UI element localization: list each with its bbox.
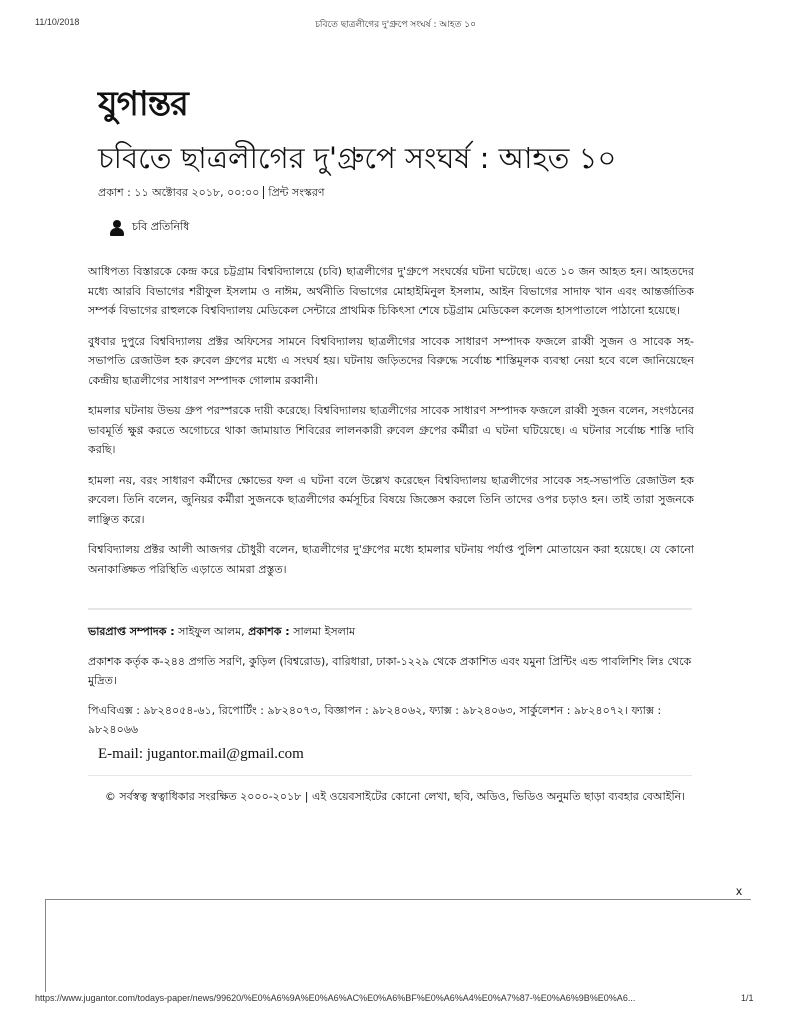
- address: প্রকাশক কর্তৃক ক-২৪৪ প্রগতি সরণি, কুড়িল (বিশ্বরোড), বারিধারা, ঢাকা-১২২৯ থেকে প্রকাশিত এবং যমুনা প্রিন্টিং এন্ড পাবলিশিং লিঃ থেকে মুদ্রিত।: [88, 654, 692, 687]
- article-paragraph: বিশ্ববিদ্যালয় প্রক্টর আলী আজগর চৌধুরী বলেন, ছাত্রলীগের দু'গ্রুপের মধ্যে হামলার ঘটনায় পর্যাপ্ত পুলিশ মোতায়েন করা হয়েছে। যে কোনো অনাকাঙ্ক্ষিত পরিস্থিতি এড়াতে আমরা প্রস্তুত।: [88, 543, 694, 576]
- article-paragraph: হামলা নয়, বরং সাধারণ কর্মীদের ক্ষোভের ফল এ ঘটনা বলে উল্লেখ করেছেন বিশ্ববিদ্যালয় ছাত্রলীগের সাবেক সহ-সভাপতি রেজাউল হক রুবেল। তিনি বলেন, জুনিয়র কর্মীরা সুজনকে ছাত্রলীগের কর্মসূচির বিষয়ে জিজ্ঞেস করলে তিনি তাদের ওপর চড়াও হন। তাই তারা সুজনকে লাঞ্ছিত করে।: [88, 473, 694, 526]
- article-paragraph: হামলার ঘটনায় উভয় গ্রুপ পরস্পরকে দায়ী করেছে। বিশ্ববিদ্যালয় ছাত্রলীগের সাবেক সাধারণ সম্পাদক ফজলে রাব্বী সুজন বলেন, সংগঠনের ভাবমূর্তি ক্ষুণ্ণ করতে অগোচরে থাকা জামায়াত শিবিরের লালনকারী রুবেল গ্রুপের কর্মীরা এ ঘটনা ঘটিয়েছে। এ ঘটনার সর্বোচ্চ শাস্তি দাবি করছি।: [88, 404, 694, 456]
- article-paragraph: আধিপত্য বিস্তারকে কেন্দ্র করে চট্টগ্রাম বিশ্ববিদ্যালয়ে (চবি) ছাত্রলীগের দু'গ্রুপে সংঘর্ষের ঘটনা ঘটেছে। এতে ১০ জন আহত হন। আহতদের মধ্যে আরবি বিভাগের শরীফুল ইসলাম ও নাঈম, অর্থনীতি বিভাগের মোহাইমিনুল ইসলাম, আইন বিভাগের সাদাফ খান এবং আন্তর্জাতিক সম্পর্ক বিভাগের রাহুলকে বিশ্ববিদ্যালয় মেডিকেল সেন্টারে প্রাথমিক চিকিৎসা শেষে চট্টগ্রাম মেডিকেল কলেজ হাসপাতালে পাঠানো হয়েছে।: [88, 265, 694, 317]
- author-name: চবি প্রতিনিধি: [132, 220, 190, 233]
- print-date: 11/10/2018: [35, 17, 80, 27]
- jugantor-logo[interactable]: যুগান্তর: [98, 84, 188, 124]
- article-body: [88, 262, 694, 590]
- divider: [88, 775, 692, 776]
- publisher-label: প্রকাশক :: [248, 625, 290, 638]
- copyright-notice: © সর্বস্বত্ব স্বত্বাধিকার সংরক্ষিত ২০০০-২০১৮ | এই ওয়েবসাইটের কোনো লেখা, ছবি, অডিও, ভিডিও অনুমতি ছাড়া ব্যবহার বেআইনি।: [104, 790, 686, 803]
- author-byline: [110, 218, 189, 237]
- publisher-name: সালমা ইসলাম: [293, 625, 356, 638]
- phone-numbers: পিএবিএক্স : ৯৮২৪০৫৪-৬১, রিপোর্টিং : ৯৮২৪০৭৩, বিজ্ঞাপন : ৯৮২৪০৬২, ফ্যাক্স : ৯৮২৪০৬৩, সার্কুলেশন : ৯৮২৪০৭২। ফ্যাক্স : ৯৮২৪০৬৬: [88, 703, 662, 736]
- article-meta: [98, 184, 325, 203]
- print-url: https://www.jugantor.com/todays-paper/news/99620/%E0%A6%9A%E0%A6%AC%E0%A6%BF%E0%A6%A4%E0%A7%87-%E0%A6%9B%E0%A6...: [35, 993, 636, 1003]
- close-ad-button[interactable]: x: [736, 884, 742, 898]
- meta-divider: [263, 186, 264, 199]
- editor-label: ভারপ্রাপ্ত সম্পাদক :: [88, 625, 175, 638]
- editor-line: [88, 622, 694, 642]
- editor-name: সাইফুল আলম,: [178, 625, 245, 638]
- page-number: 1/1: [741, 993, 754, 1003]
- edition-label: প্রিন্ট সংস্করণ: [268, 186, 325, 199]
- print-page-title: চবিতে ছাত্রলীগের দু'গ্রুপে সংঘর্ষ : আহত ১০: [315, 20, 476, 30]
- ad-frame: [45, 899, 751, 992]
- divider: [88, 608, 692, 610]
- article-paragraph: বুধবার দুপুরে বিশ্ববিদ্যালয় প্রক্টর অফিসের সামনে বিশ্ববিদ্যালয় ছাত্রলীগের সাবেক সাধারণ সম্পাদক ফজলে রাব্বী সুজন ও সাবেক সহ-সভাপতি রেজাউল হক রুবেল গ্রুপের মধ্যে এ সংঘর্ষ হয়। ঘটনায় জড়িতদের বিরুদ্ধে সর্বোচ্চ শাস্তিমূলক ব্যবস্থা নেয়া হবে বলে জানিয়েছেন কেন্দ্রীয় ছাত্রলীগের সাধারণ সম্পাদক গোলাম রব্বানী।: [88, 334, 694, 387]
- contact-email[interactable]: E-mail: jugantor.mail@gmail.com: [98, 746, 304, 762]
- publication-credits: [88, 622, 694, 750]
- publish-date: প্রকাশ : ১১ অক্টোবর ২০১৮, ০০:০০: [98, 186, 260, 199]
- article-headline: চবিতে ছাত্রলীগের দু'গ্রুপে সংঘর্ষ : আহত ১০: [98, 141, 617, 175]
- user-icon: [110, 220, 124, 236]
